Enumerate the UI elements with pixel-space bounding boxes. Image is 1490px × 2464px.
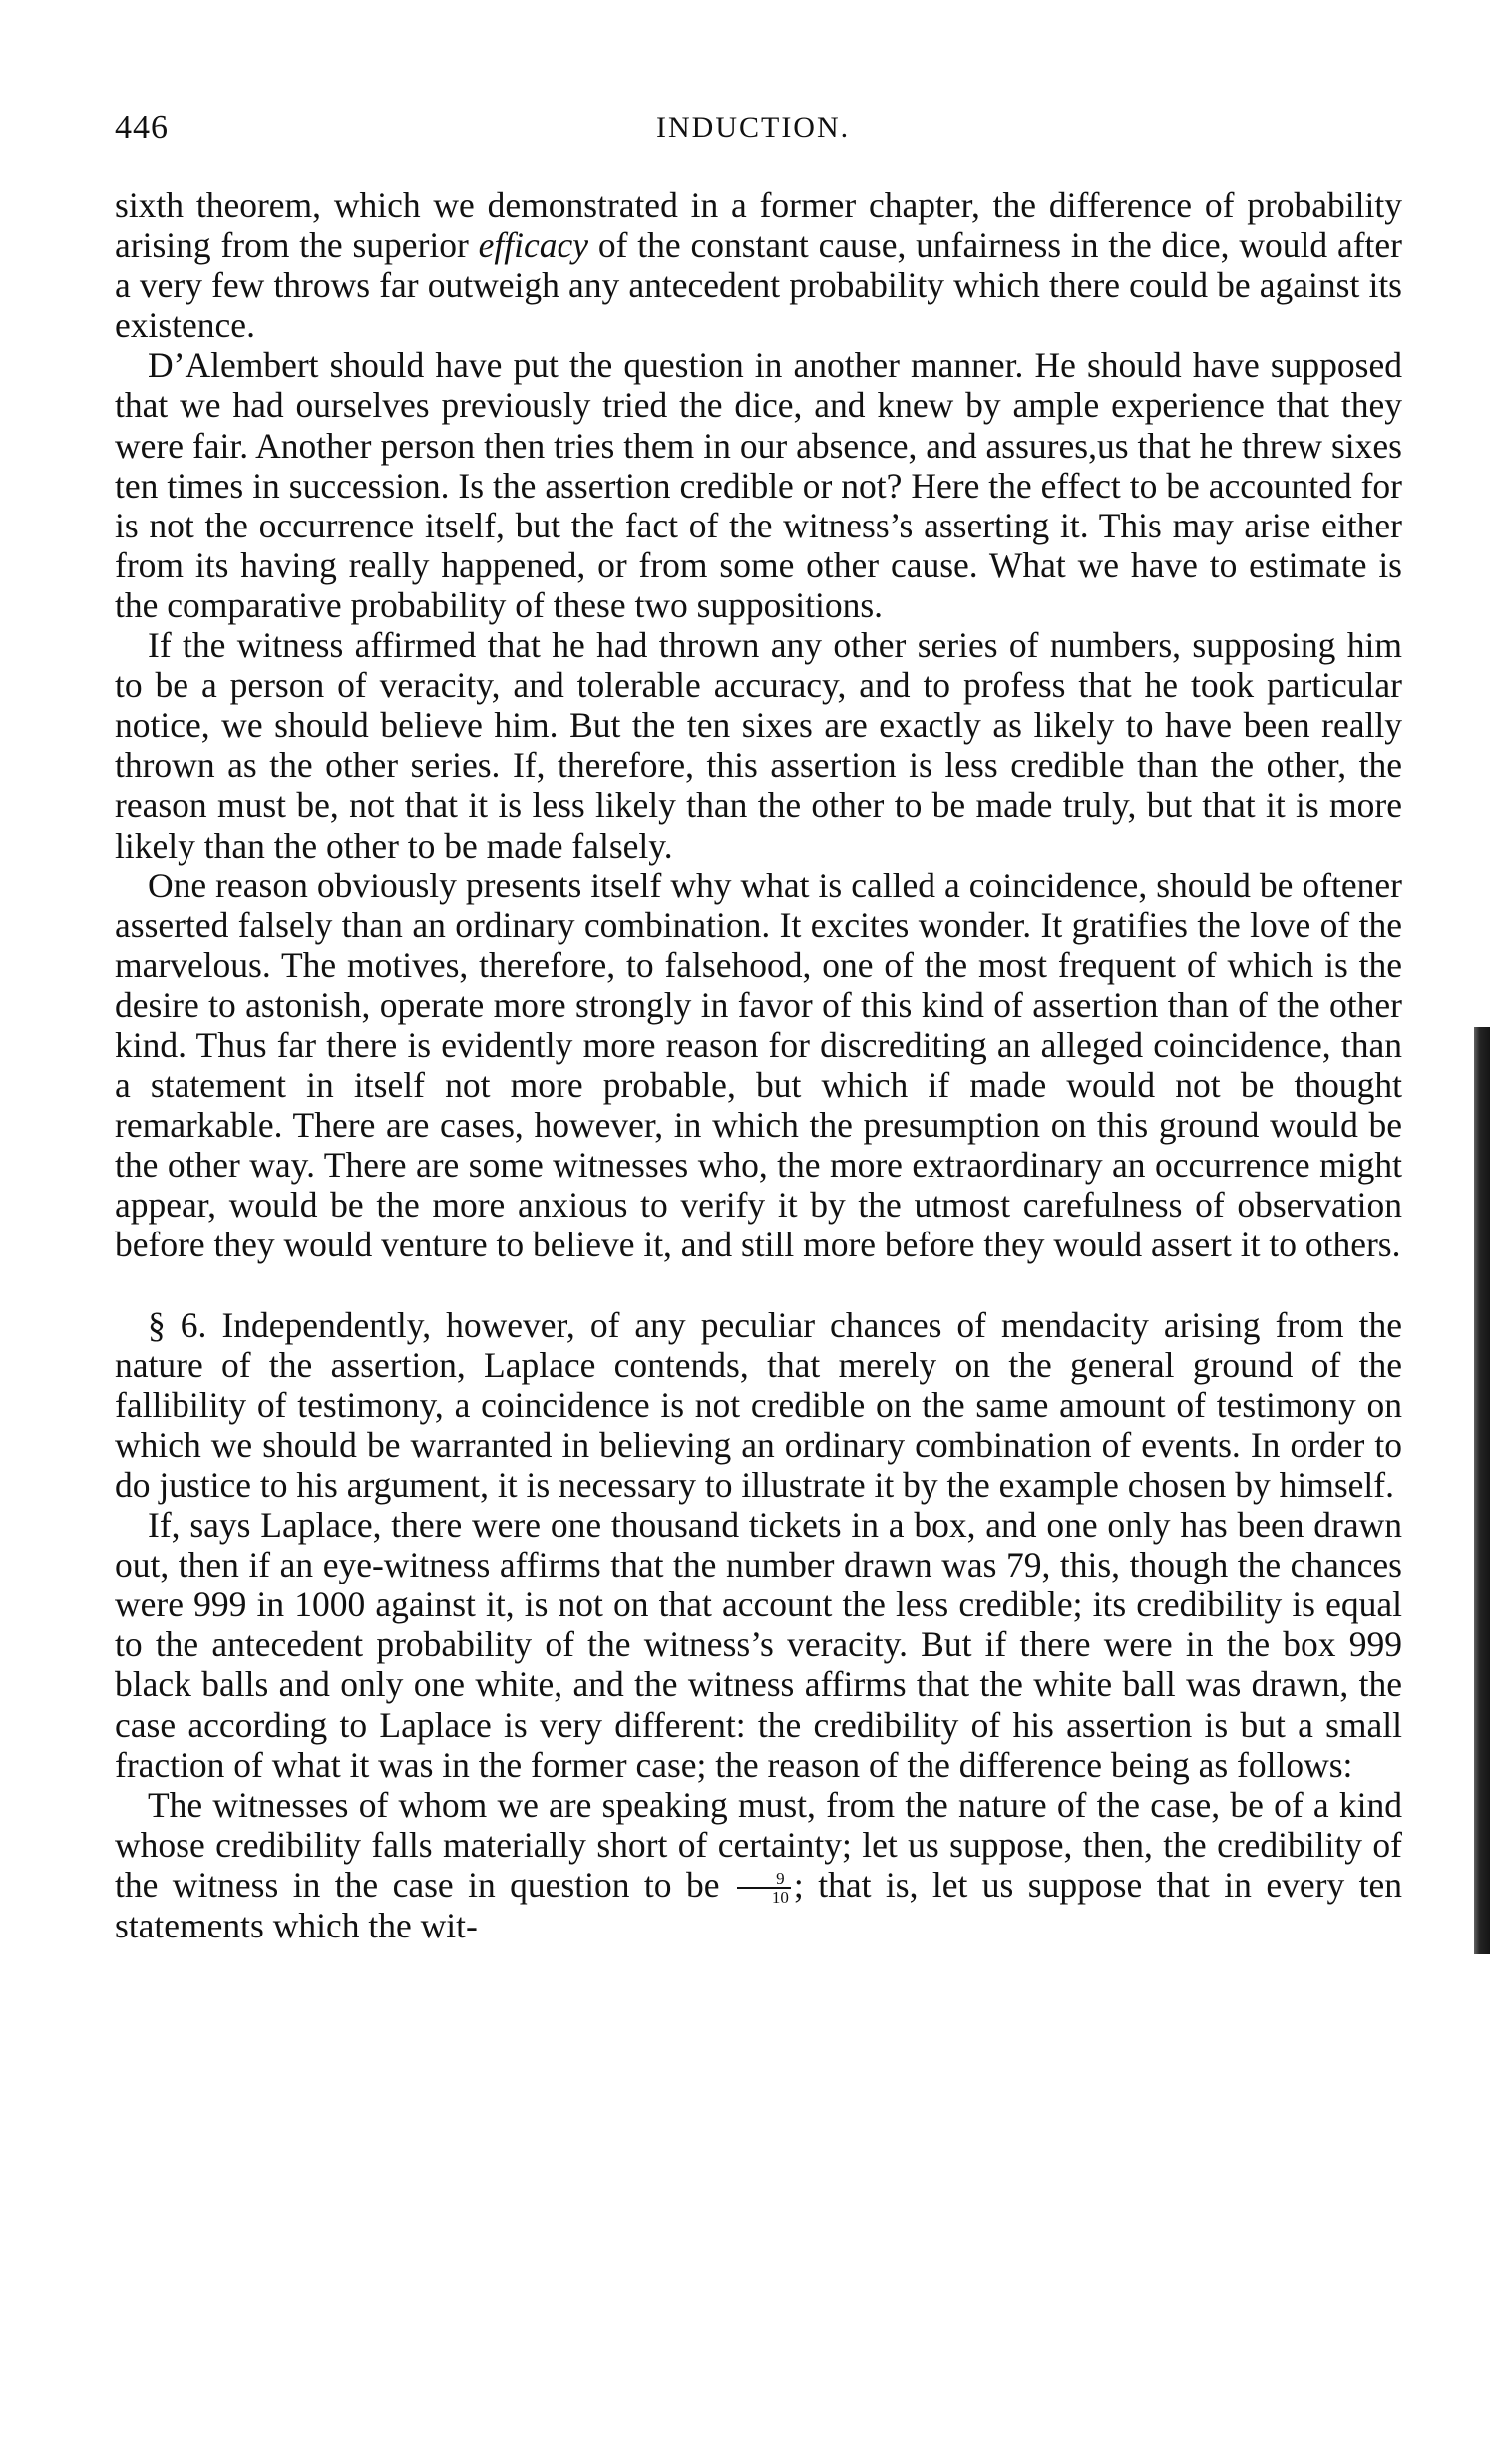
paragraph-continuation	[115, 185, 1402, 345]
paragraph-coincidence: One reason obviously presents itself why what is called a coincidence, should be oftener asserted falsely than an ordinary combination. It excites wonder. It gratifies the love of the marvelous. The motives, therefore, to falsehood, one of the most frequent of which is the desire to astonish, operate more strongly in favor of this kind of assertion than of the other kind. Thus far there is evidently more reason for discrediting an alleged coincidence, than a statement in itself not more probable, but which if made would not be thought remarkable. There are cases, however, in which the presumption on this ground would be the other way. There are some witnesses who, the more extraordinary an occurrence might appear, would be the more anxious to verify it by the utmost carefulness of observation before they would venture to believe it, and still more before they would assert it to others.	[115, 865, 1402, 1265]
paragraph-text: of the constant cause, unfairness in the dice, would after a very few throws far outweigh any antecedent probability which there could be against its existence.	[115, 225, 1402, 346]
paragraph-witness-affirmed: If the witness affirmed that he had thrown any other series of numbers, supposing him to be a person of veracity, and tolerable accuracy, and to profess that he took particular notice, we should believe him. But the ten sixes are exactly as likely to have been really thrown as the other series. If, therefore, this assertion is less credible than the other, the reason must be, not that it is less likely than the other to be made truly, but that it is more likely than the other to be made falsely.	[115, 625, 1402, 866]
fraction-numerator: 9	[737, 1870, 791, 1889]
running-title: INDUCTION.	[656, 111, 851, 144]
paragraph-text: ; that is, let us suppose that in every ten statements which the wit-	[115, 1864, 1403, 1945]
page-number: 446	[115, 109, 169, 146]
paragraph-dalembert: D’Alembert should have put the question in another manner. He should have supposed that we had ourselves previously tried the dice, and knew by ample experience that they were fair. Another person then tries them in our absence, and assures,us that he threw sixes ten times in succession. Is the assertion credible or not? Here the effect to be accounted for is not the occurrence itself, but the fact of the witness’s asserting it. This may arise either from its having really happened, or from some other cause. What we have to estimate is the comparative probability of these two suppositions.	[115, 345, 1402, 625]
italic-word-efficacy: efficacy	[478, 225, 589, 266]
paragraph-laplace-tickets: If, says Laplace, there were one thousand tickets in a box, and one only has been drawn out, then if an eye-witness affirms that the number drawn was 79, this, though the chances were 999 in 1000 against it, is not on that account the less credible; its credibility is equal to the antecedent probability of the witness’s veracity. But if there were in the box 999 black balls and only one white, and the witness affirms that the white ball was drawn, the case according to Laplace is very different: the credibility of his assertion is but a small fraction of what it was in the former case; the reason of the difference being as follows:	[115, 1505, 1402, 1785]
paragraph-text: sixth theorem, which we demonstrated in a former chapter, the difference of probability arising from the superior	[115, 185, 1402, 266]
section-6-paragraph: § 6. Independently, however, of any peculiar chances of mendacity arising from the nature of the assertion, Laplace contends, that merely on the general ground of the fallibility of testimony, a coincidence is not credible on the same amount of testimony on which we should be warranted in believing an ordinary combination of events. In order to do justice to his argument, it is necessary to illustrate it by the example chosen by himself.	[115, 1304, 1402, 1505]
body-text	[115, 185, 1402, 1945]
fraction-denominator: 10	[771, 1887, 789, 1907]
paragraph-text: The witnesses of whom we are speaking must, from the nature of the case, be of a kind whose credibility falls materially short of certainty; let us suppose, then, the credibility of the witness in the case in question to be	[115, 1784, 1402, 1905]
paragraph-witnesses-credibility	[115, 1785, 1402, 1945]
scan-edge-shadow	[1474, 1027, 1490, 1954]
fraction-nine-tenths	[737, 1870, 791, 1906]
running-head	[115, 108, 1402, 148]
